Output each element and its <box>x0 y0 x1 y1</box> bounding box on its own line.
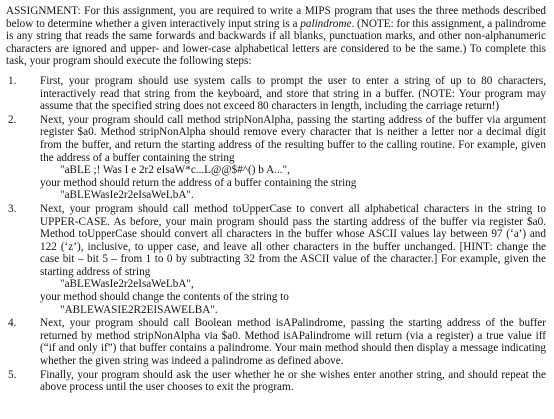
step-text-continued: your method should change the contents of the string to <box>40 291 289 304</box>
step-item <box>6 203 546 316</box>
step-text: Finally, your program should ask the user whether he or she wishes enter another string, and should repeat the above process until the user chooses to exit the program. <box>40 368 546 394</box>
example-input-string: "aBLEWasIe2r2eIsaWeLbA", <box>60 278 194 291</box>
step-item <box>6 75 546 113</box>
step-number: 4. <box>8 317 17 330</box>
step-text: First, your program should use system calls to prompt the user to enter a string of up to 80 characters, interactively read that string from the keyboard, and store that string in a buffer. (NOTE: Your program may assume that the specified string does not exceed 80 characters in length, including the carriage return!) <box>40 74 546 113</box>
step-text-continued: your method should return the address of a buffer containing the string <box>40 176 357 189</box>
step-item <box>6 369 546 394</box>
example-output-string: "ABLEWASIE2R2EISAWELBA". <box>60 303 218 316</box>
step-item <box>6 114 546 202</box>
step-number: 5. <box>8 368 17 381</box>
step-item <box>6 317 546 367</box>
step-number: 1. <box>8 74 17 87</box>
intro-text-part1: ASSIGNMENT: For this assignment, you are required to write a MIPS program that uses the three methods described below to determine whether a given interactively input string is a <box>6 5 546 30</box>
step-text: Next, your program should call method stripNonAlpha, passing the starting address of the buffer via argument register $a0. Method stripNonAlpha should remove every character that is neither a letter nor a decimal digit from the buffer, and return the starting address of the resulting buffer to the calling routine. For example, given the address of a buffer containing the string <box>40 113 546 164</box>
steps-list <box>6 75 546 394</box>
example-output-string: "aBLEWasIe2r2eIsaWeLbA". <box>60 189 194 202</box>
assignment-intro <box>6 5 546 68</box>
palindrome-term: palindrome <box>300 17 352 30</box>
step-text: Next, your program should call Boolean method isAPalindrome, passing the starting address of the buffer returned by method stripNonAlpha via $a0. Method isAPalindrome will return (via a register) a true value iff (“if and only if”) that buffer contains a palindrome. Your main method should then display a message indicating whether the given string was indeed a palindrome as defined above. <box>40 317 546 368</box>
step-number: 3. <box>8 202 17 215</box>
intro-text-part2: . (NOTE: for this assignment, a palindrome is any string that reads the same forwards and backwards if all blanks, punctuation marks, and other non-alphanumeric characters are ignored and upper- and lower-case alphabetical letters are considered to be the same.) To complete this task, your program should execute the following steps: <box>6 17 546 68</box>
step-text: Next, your program should call method toUpperCase to convert all alphabetical characters in the string to UPPER-CASE. As before, your main program should pass the starting address of the buffer via register $a0. Method toUpperCase should convert all characters in the buffer whose ASCII values lay between 97 (‘a’) and 122 (‘z’), inclusive, to upper case, and leave all other characters in the buffer unchanged. [HINT: change the case bit – bit 5 – from 1 to 0 by subtracting 32 from the ASCII value of the character.] For example, given the starting address of string <box>40 202 546 278</box>
example-input-string: "aBLE ;! Was I e 2r2 eIsaW*c...L@@$#^() b A...", <box>60 164 290 177</box>
step-number: 2. <box>8 113 17 126</box>
